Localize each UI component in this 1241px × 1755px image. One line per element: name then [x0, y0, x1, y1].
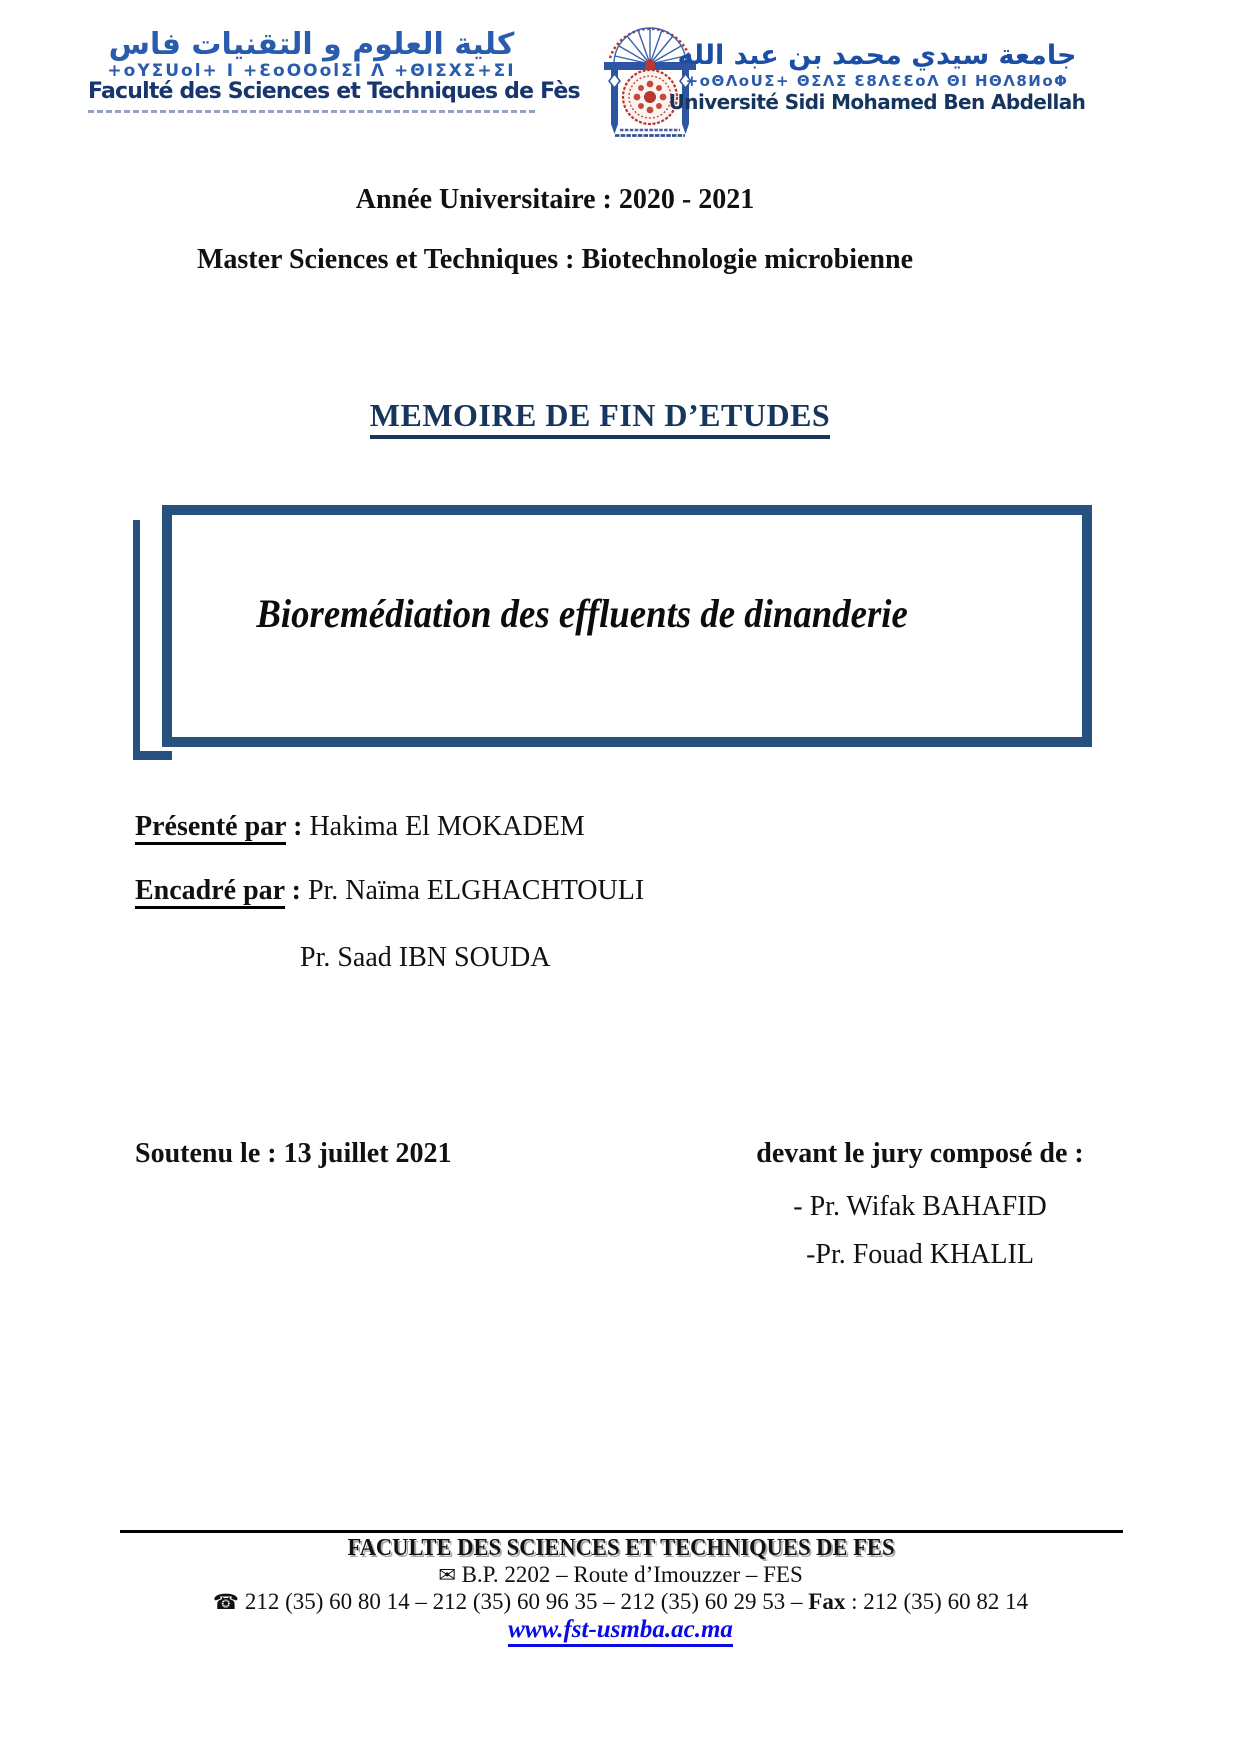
footer-faculty-line — [0, 1535, 1241, 1562]
university-name-french: Université Sidi Mohamed Ben Abdellah — [668, 90, 1086, 115]
website-link[interactable]: www.fst-usmba.ac.ma — [508, 1616, 733, 1647]
supervisor-2-line: Pr. Saad IBN SOUDA — [300, 942, 551, 973]
supervised-by-line — [135, 875, 644, 907]
master-program-line: Master Sciences et Techniques : Biotechnologie microbienne — [196, 244, 914, 275]
supervisor-1-name: Pr. Naïma ELGHACHTOULI — [307, 875, 645, 906]
footer-divider — [120, 1530, 1123, 1533]
presented-by-colon: : — [286, 811, 310, 842]
memoire-heading: MEMOIRE DE FIN D’ETUDES — [370, 397, 830, 439]
footer-address-text: B.P. 2202 – Route d’Imouzzer – FES — [455, 1562, 803, 1587]
faculty-name-french: Faculté des Sciences et Techniques de Fès — [88, 79, 580, 105]
header-dashed-divider — [88, 110, 535, 113]
faculty-name-tifinagh: +oYΣUol+ I +ƐoOOolΣI Λ +ΘIΣΧΣ+ΣI — [107, 60, 516, 81]
supervised-by-colon: : — [284, 875, 308, 906]
defense-date-line: Soutenu le : 13 juillet 2021 — [135, 1138, 452, 1169]
jury-member-2: -Pr. Fouad KHALIL — [806, 1239, 1034, 1270]
footer-phone-line — [0, 1589, 1241, 1615]
presented-by-name: Hakima El MOKADEM — [309, 811, 585, 842]
jury-member-1: - Pr. Wifak BAHAFID — [793, 1191, 1047, 1222]
phone-icon: ☎ — [212, 1590, 240, 1614]
jury-heading: devant le jury composé de : — [756, 1138, 1084, 1169]
seal-caption-lines — [615, 130, 685, 136]
university-header-block — [652, 40, 1102, 115]
presented-by-line — [135, 811, 585, 843]
thesis-title-box — [162, 505, 1092, 747]
footer-address-line — [0, 1562, 1241, 1588]
mail-icon: ✉ — [438, 1563, 456, 1587]
footer-fax-number: : 212 (35) 60 82 14 — [845, 1589, 1029, 1614]
university-name-tifinagh: +oΘΛoUΣ+ ΘΣΛΣ Ɛ8ΛƐƐoΛ ΘI ΗΘΛ8ИoΦ — [685, 72, 1069, 91]
academic-year-line: Année Universitaire : 2020 - 2021 — [355, 184, 755, 215]
faculty-name-arabic: كلية العلوم و التقنيات فاس — [108, 27, 515, 62]
footer-website-line — [0, 1616, 1241, 1647]
presented-by-label: Présenté par — [135, 811, 286, 845]
university-name-arabic: جامعة سيدي محمد بن عبد الله — [677, 40, 1077, 71]
supervised-by-label: Encadré par — [135, 875, 285, 909]
thesis-title: Bioremédiation des effluents de dinanderie — [256, 590, 908, 636]
faculty-header-block — [88, 27, 580, 113]
footer-phone-numbers: 212 (35) 60 80 14 – 212 (35) 60 96 35 – 212 (35) 60 29 53 – — [239, 1589, 809, 1614]
footer-fax-label: Fax — [808, 1589, 846, 1614]
memoire-heading-wrap — [0, 397, 1200, 439]
footer-faculty-name: FACULTE DES SCIENCES ET TECHNIQUES DE FES — [346, 1535, 895, 1561]
